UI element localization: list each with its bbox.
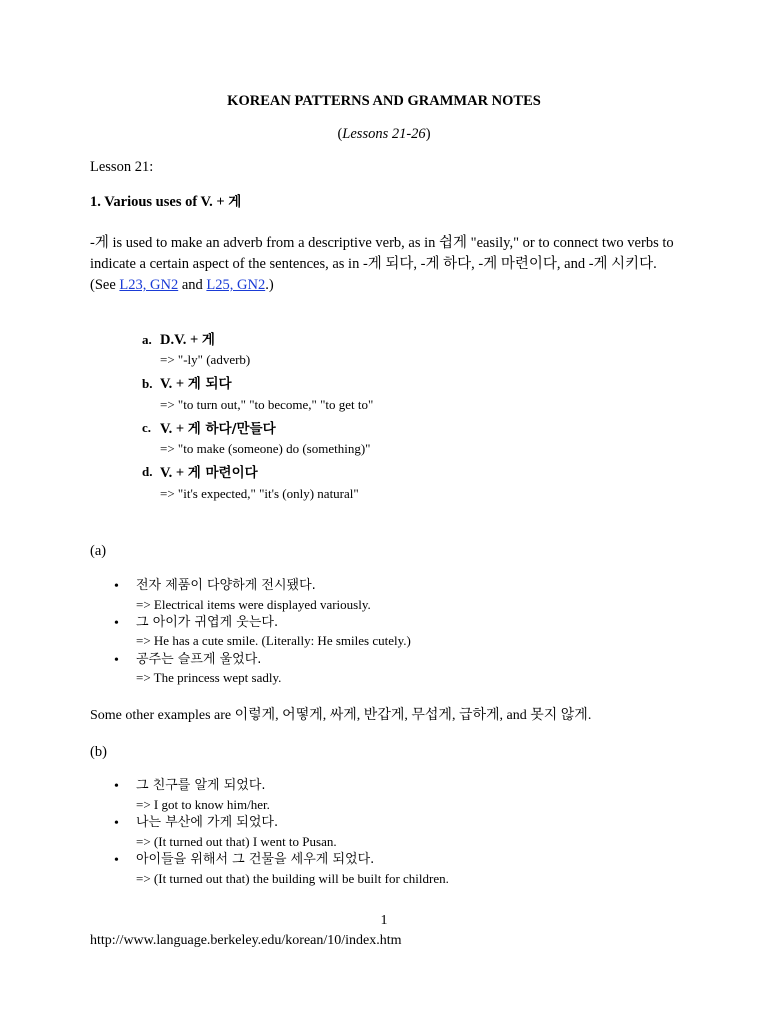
bullet-icon: • — [114, 616, 119, 631]
pattern-letter-b: b. — [142, 376, 153, 391]
section-heading: 1. Various uses of V. + 게 — [90, 194, 242, 210]
example-korean: 나는 부산에 가게 되었다. — [136, 815, 279, 830]
intro-paragraph: -게 is used to make an adverb from a descriptive verb, as in 쉽게 "easily," or to connect two verbs to indicate a certain aspect of the sentences, as in -게 되다, -게 하다, -게 마련이다, and -게 시키다. (See L23, GN2 and L25, GN2.) — [90, 235, 674, 293]
other-examples: Some other examples are 이렇게, 어떻게, 싸게, 반갑게, 무섭게, 급하게, and 못지 않게. — [90, 708, 592, 723]
link-l25-gn2[interactable]: L25, GN2 — [206, 277, 266, 293]
document-title: KOREAN PATTERNS AND GRAMMAR NOTES — [227, 93, 541, 109]
bullet-icon: • — [114, 653, 119, 668]
bullet-icon: • — [114, 816, 119, 831]
example-english: => He has a cute smile. (Literally: He smiles cutely.) — [136, 633, 411, 648]
example-korean: 그 아이가 귀엽게 웃는다. — [136, 615, 279, 630]
example-korean: 전자 제품이 다양하게 전시됐다. — [136, 578, 316, 593]
pattern-meaning-d: => "it's expected," "it's (only) natural" — [160, 486, 359, 501]
group-a-label: (a) — [90, 543, 107, 559]
example-korean: 공주는 슬프게 울었다. — [136, 652, 262, 667]
bullet-icon: • — [114, 853, 119, 868]
group-b-label: (b) — [90, 744, 107, 760]
example-korean: 그 친구를 알게 되었다. — [136, 778, 266, 793]
pattern-heading-c: V. + 게 하다/만들다 — [160, 421, 276, 437]
pattern-heading-d: V. + 게 마련이다 — [160, 465, 258, 481]
example-english: => (It turned out that) I went to Pusan. — [136, 834, 337, 849]
pattern-letter-c: c. — [142, 420, 152, 435]
pattern-meaning-c: => "to make (someone) do (something)" — [160, 441, 371, 456]
example-english: => The princess wept sadly. — [136, 670, 282, 685]
example-english: => (It turned out that) the building will be built for children. — [136, 871, 449, 886]
pattern-letter-d: d. — [142, 464, 153, 479]
bullet-icon: • — [114, 579, 119, 594]
pattern-letter-a: a. — [142, 332, 152, 347]
pattern-meaning-a: => "-ly" (adverb) — [160, 352, 251, 367]
document-subtitle: (Lessons 21-26) — [337, 126, 431, 142]
example-english: => Electrical items were displayed variously. — [136, 597, 371, 612]
example-english: => I got to know him/her. — [136, 797, 270, 812]
pattern-meaning-b: => "to turn out," "to become," "to get to" — [160, 397, 374, 412]
page-number: 1 — [380, 913, 388, 928]
link-l23-gn2[interactable]: L23, GN2 — [119, 277, 179, 293]
lesson-label: Lesson 21: — [90, 159, 154, 175]
example-korean: 아이들을 위해서 그 건물을 세우게 되었다. — [136, 852, 375, 867]
lessons-range: Lessons 21-26 — [342, 126, 426, 142]
bullet-icon: • — [114, 779, 119, 794]
footer-url: http://www.language.berkeley.edu/korean/10/index.htm — [90, 933, 402, 948]
pattern-heading-a: D.V. + 게 — [160, 332, 215, 348]
pattern-heading-b: V. + 게 되다 — [160, 376, 232, 392]
